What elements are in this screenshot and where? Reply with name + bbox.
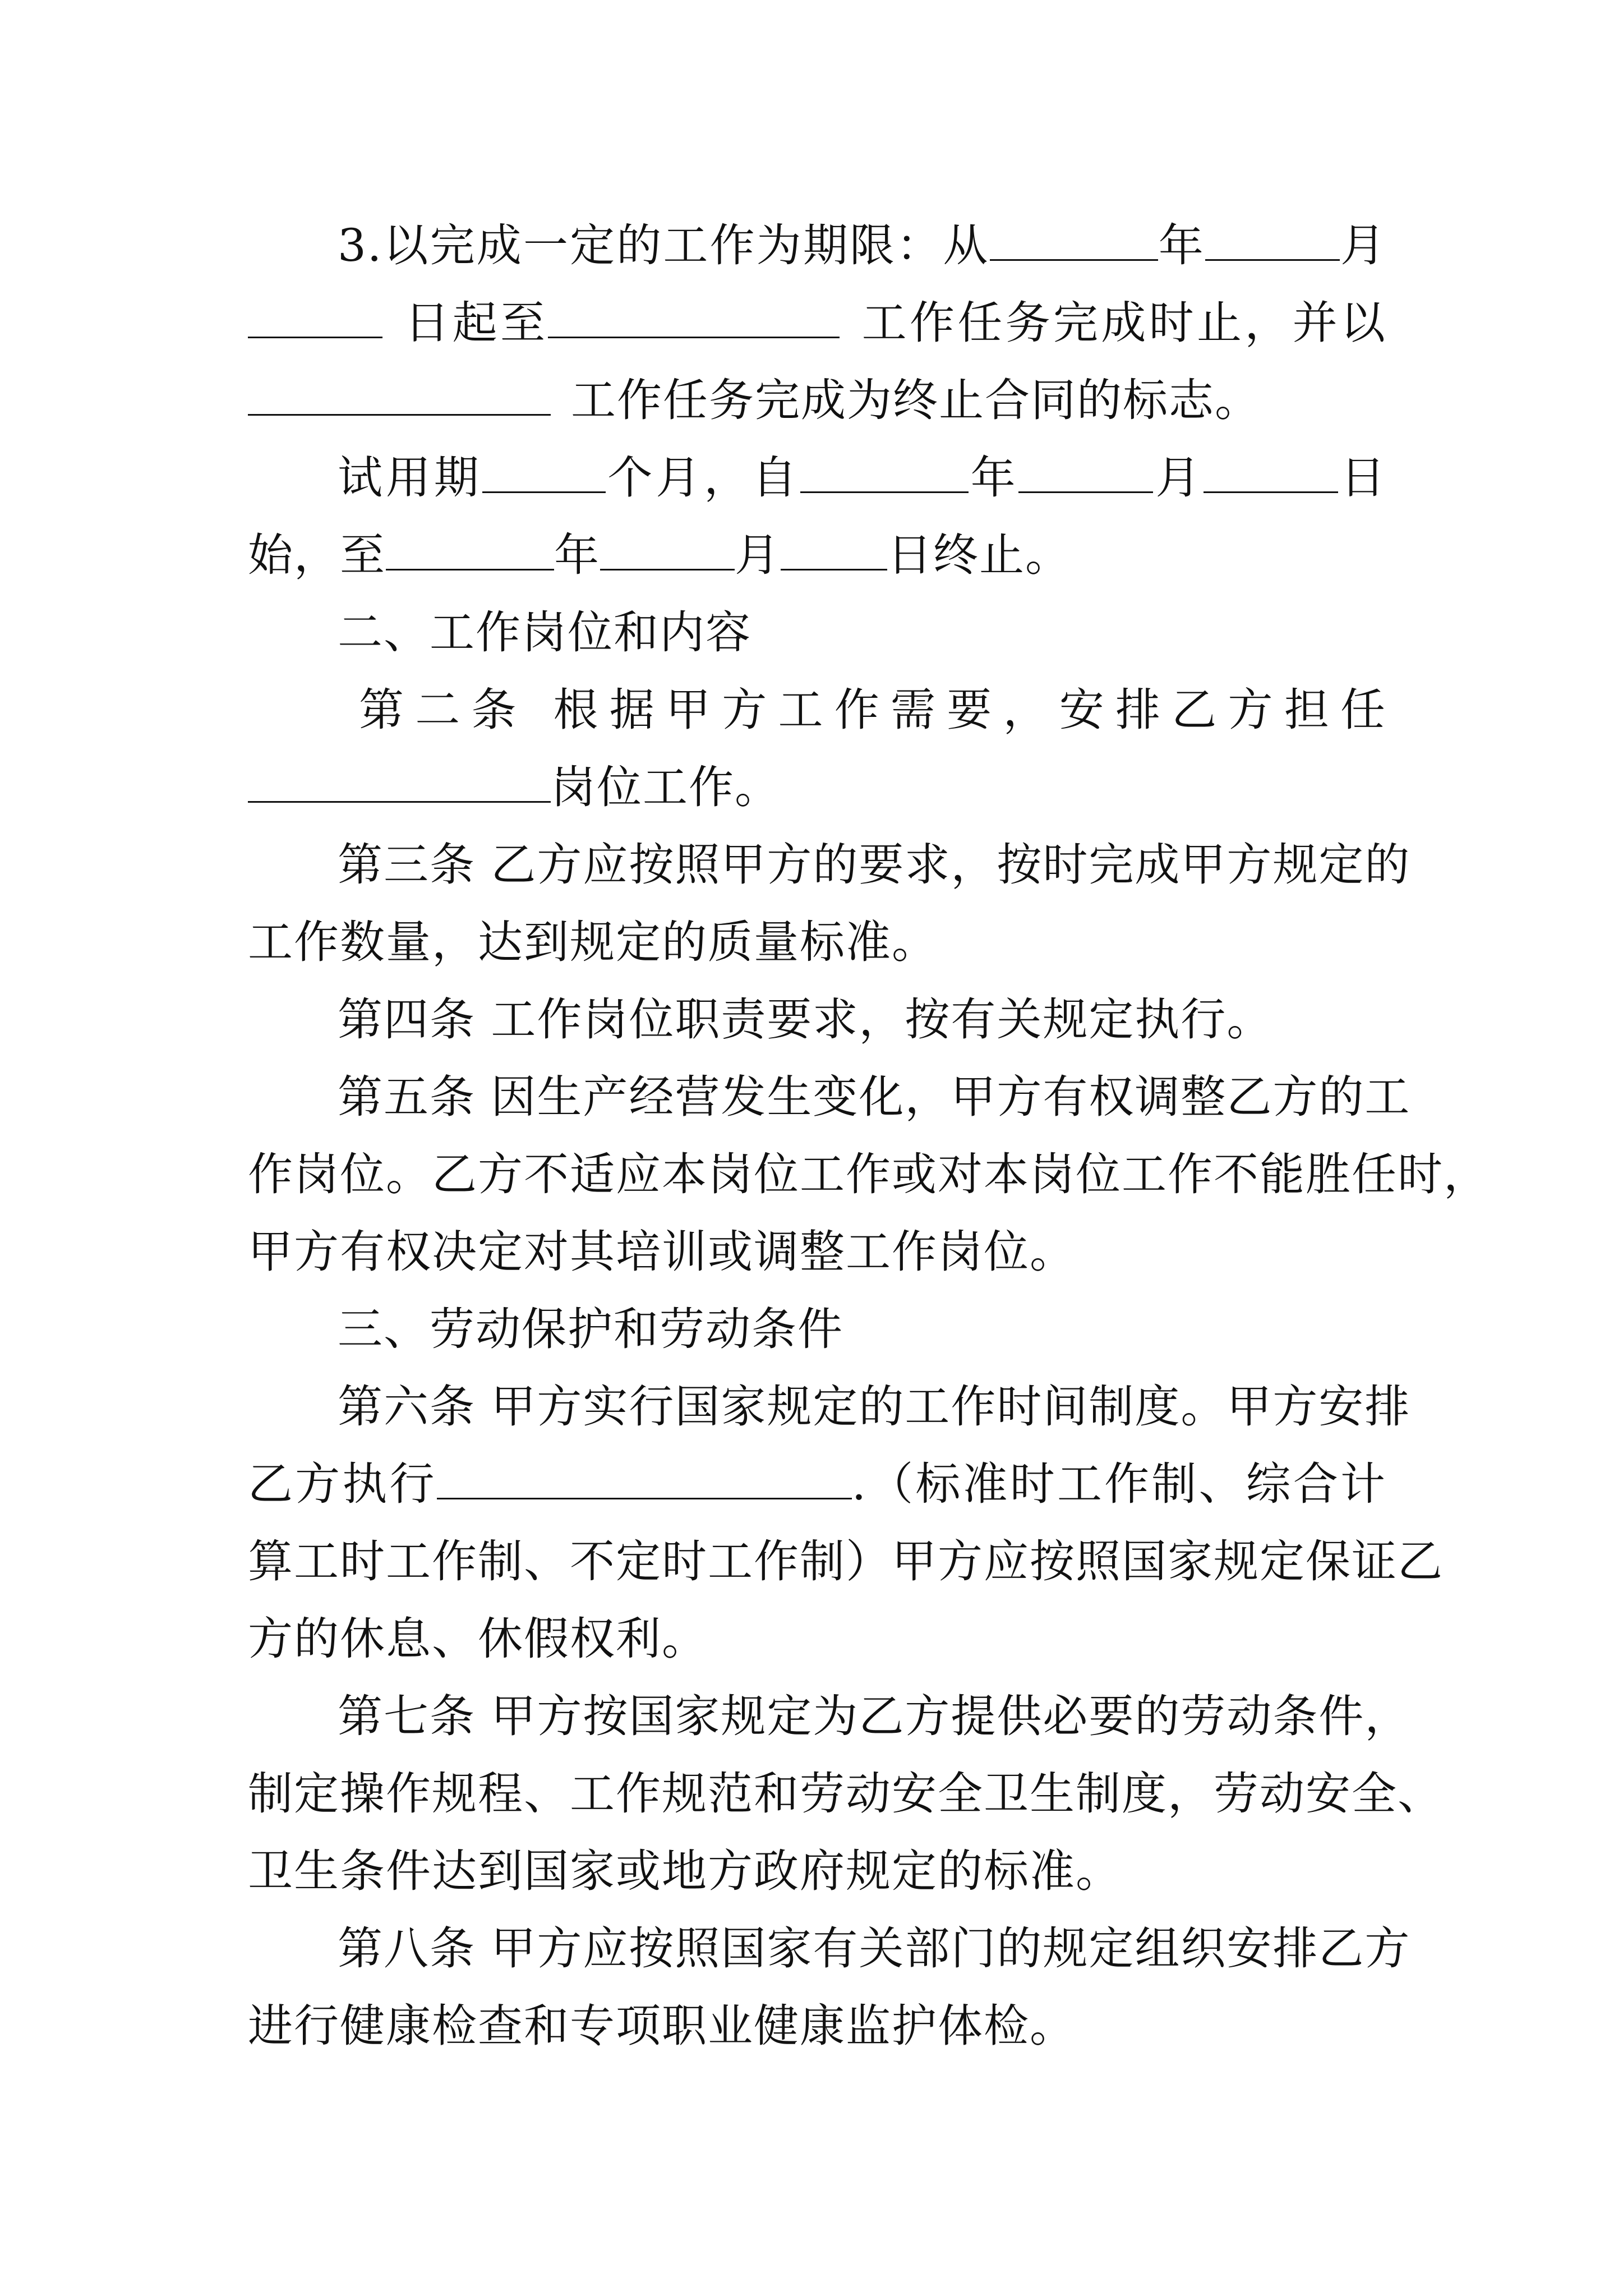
- fill-blank: [437, 1457, 852, 1499]
- term-line-1: [338, 218, 1386, 274]
- section-heading-2: [338, 605, 1386, 661]
- text: 年: [968, 452, 1019, 504]
- fill-blank: [482, 451, 606, 493]
- text: 月: [1153, 452, 1204, 504]
- term-line-2: [248, 295, 1386, 351]
- text: 制定操作规程、工作规范和劳动安全卫生制度，劳动安全、: [248, 1768, 1444, 1820]
- probation-line-1: [338, 450, 1386, 506]
- fill-blank: [248, 296, 382, 338]
- article-3-line-2: [248, 914, 1386, 970]
- text: 岗位工作。: [551, 761, 781, 813]
- article-7-line-2: [248, 1766, 1444, 1822]
- text: 方的休息、休假权利。: [248, 1613, 708, 1665]
- text: 第六条 甲方实行国家规定的工作时间制度。甲方安排: [338, 1381, 1411, 1433]
- article-8-line-2: [248, 1998, 1386, 2054]
- fill-blank: [781, 528, 887, 570]
- text: 第七条 甲方按国家规定为乙方提供必要的劳动条件，: [338, 1690, 1411, 1742]
- text: 个月，自: [605, 452, 800, 504]
- text: 日: [1338, 452, 1387, 504]
- article-5-line-3: [248, 1224, 1386, 1280]
- text: 第二条 根据甲方工作需要，安排乙方担任: [359, 684, 1386, 736]
- text: 乙方执行: [248, 1458, 437, 1510]
- article-5-line-2: [248, 1147, 1490, 1203]
- fill-blank: [1205, 219, 1340, 261]
- text: 试用期: [338, 452, 482, 504]
- text: 第四条 工作岗位职责要求，按有关规定执行。: [338, 993, 1273, 1046]
- fill-blank: [248, 761, 551, 803]
- article-8-line-1: [338, 1921, 1411, 1977]
- text: 工作数量，达到规定的质量标准。: [248, 916, 938, 968]
- article-5-line-1: [338, 1069, 1411, 1125]
- article-7-line-3: [248, 1843, 1386, 1899]
- article-7-line-1: [338, 1688, 1411, 1745]
- fill-blank: [1018, 451, 1153, 493]
- text: 第八条 甲方应按照国家有关部门的规定组织安排乙方: [338, 1922, 1411, 1975]
- text: 月: [1339, 219, 1387, 272]
- fill-blank: [600, 528, 735, 570]
- text: 算工时工作制、不定时工作制）甲方应按照国家规定保证乙: [248, 1535, 1444, 1588]
- text: 工作任务完成为终止合同的标志。: [571, 374, 1261, 426]
- term-line-3: [248, 372, 1386, 429]
- article-6-line-1: [338, 1379, 1411, 1435]
- text: 进行健康检查和专项职业健康监护体检。: [248, 2000, 1076, 2052]
- text: 月: [735, 529, 781, 581]
- text: 工作任务完成时止，并以: [860, 297, 1387, 349]
- article-2-line-2: [248, 760, 1386, 816]
- fill-blank: [800, 451, 969, 493]
- fill-blank: [248, 374, 551, 416]
- section-heading-3: [338, 1301, 1386, 1358]
- article-2-line-1: [359, 682, 1386, 738]
- text: 始，至: [248, 529, 386, 581]
- text: 作岗位。乙方不适应本岗位工作或对本岗位工作不能胜任时，: [248, 1148, 1490, 1200]
- text: 二、工作岗位和内容: [338, 606, 751, 659]
- text: 甲方有权决定对其培训或调整工作岗位。: [248, 1226, 1076, 1278]
- text: 年: [554, 529, 600, 581]
- fill-blank: [990, 219, 1158, 261]
- probation-line-2: [248, 527, 1386, 583]
- article-6-line-3: [248, 1534, 1444, 1590]
- fill-blank: [386, 528, 554, 570]
- text: 日起至: [403, 297, 548, 349]
- text: 日终止。: [887, 529, 1071, 581]
- fill-blank: [1204, 451, 1338, 493]
- text: 卫生条件达到国家或地方政府规定的标准。: [248, 1845, 1122, 1897]
- article-3-line-1: [338, 837, 1411, 893]
- text: 年: [1158, 219, 1205, 272]
- article-6-line-2: [248, 1456, 1386, 1512]
- text: 三、劳动保护和劳动条件: [338, 1303, 843, 1355]
- article-4-line: [338, 992, 1386, 1048]
- text: 第五条 因生产经营发生变化，甲方有权调整乙方的工: [338, 1071, 1411, 1123]
- text: 3.以完成一定的工作为期限：从: [338, 219, 990, 272]
- fill-blank: [548, 296, 840, 338]
- article-6-line-4: [248, 1611, 1386, 1667]
- text: .（标准时工作制、综合计: [851, 1458, 1386, 1510]
- text: 第三条 乙方应按照甲方的要求，按时完成甲方规定的: [338, 839, 1411, 891]
